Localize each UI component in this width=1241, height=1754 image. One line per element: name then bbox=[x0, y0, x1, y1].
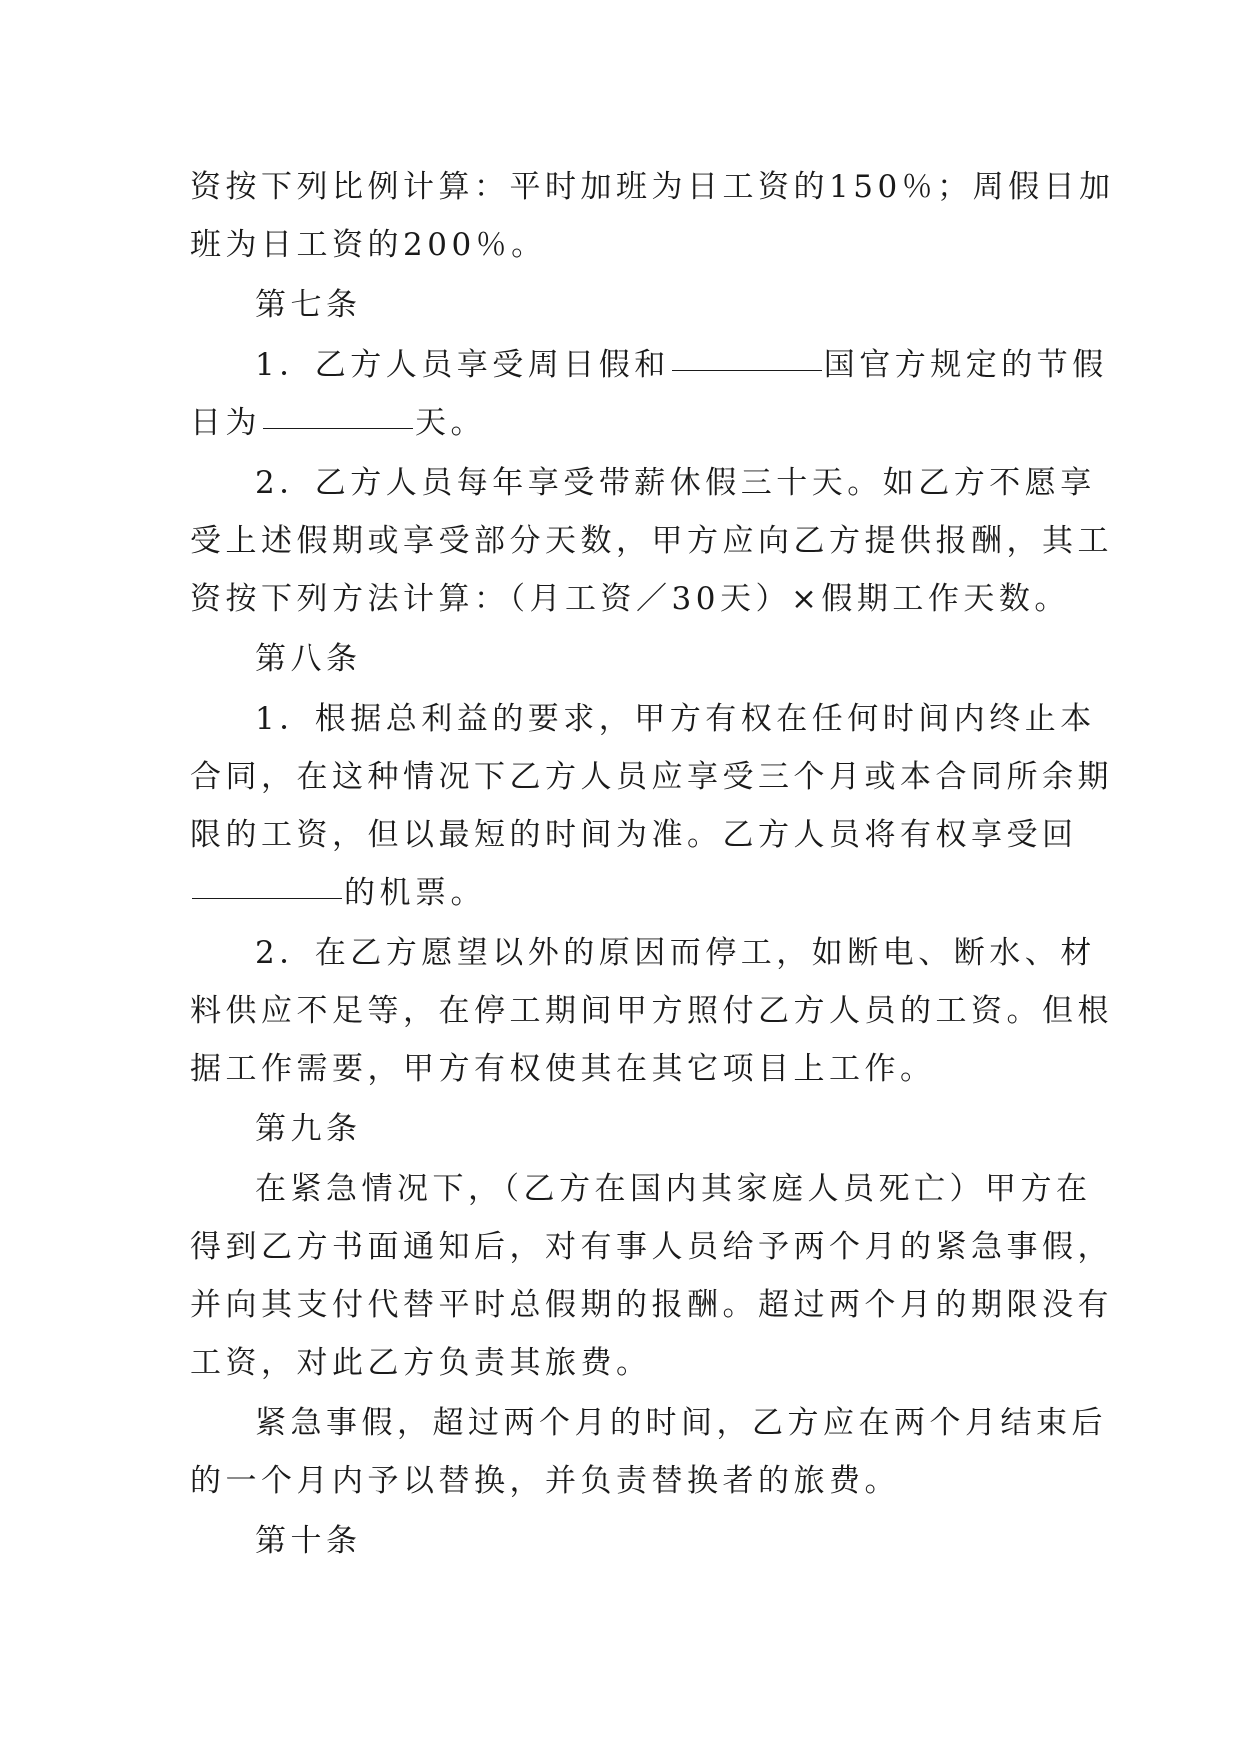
paragraph-line: 在紧急情况下，（乙方在国内其家庭人员死亡）甲方在 bbox=[255, 1171, 1092, 1207]
line-text: 1．乙方人员享受周日假和 bbox=[255, 347, 670, 383]
article-heading: 第九条 bbox=[255, 1111, 362, 1147]
paragraph-line: 限的工资，但以最短的时间为准。乙方人员将有权享受回 bbox=[190, 817, 1078, 853]
paragraph-line: 并向其支付代替平时总假期的报酬。超过两个月的期限没有 bbox=[190, 1287, 1113, 1323]
article-heading: 第十条 bbox=[255, 1523, 362, 1559]
paragraph-line: 得到乙方书面通知后，对有事人员给予两个月的紧急事假， bbox=[190, 1229, 1113, 1265]
paragraph-line: 紧急事假，超过两个月的时间，乙方应在两个月结束后 bbox=[255, 1405, 1107, 1441]
line-text: 日为 bbox=[190, 405, 261, 441]
article-heading: 第八条 bbox=[255, 641, 362, 677]
document-body bbox=[190, 158, 1115, 1570]
paragraph-line: 2．乙方人员每年享受带薪休假三十天。如乙方不愿享 bbox=[255, 465, 1096, 501]
paragraph-line: 2．在乙方愿望以外的原因而停工，如断电、断水、材 bbox=[255, 935, 1096, 971]
paragraph-line: 料供应不足等，在停工期间甲方照付乙方人员的工资。但根 bbox=[190, 993, 1113, 1029]
fill-in-blank bbox=[192, 878, 342, 899]
paragraph-line: 受上述假期或享受部分天数，甲方应向乙方提供报酬，其工 bbox=[190, 523, 1113, 559]
paragraph-line: 据工作需要，甲方有权使其在其它项目上工作。 bbox=[190, 1051, 936, 1087]
paragraph-line: 合同，在这种情况下乙方人员应享受三个月或本合同所余期 bbox=[190, 759, 1113, 795]
fill-in-blank bbox=[263, 408, 413, 429]
article-heading: 第七条 bbox=[255, 287, 362, 323]
paragraph-line: 班为日工资的200％。 bbox=[190, 227, 547, 263]
paragraph-line: 1．根据总利益的要求，甲方有权在任何时间内终止本 bbox=[255, 701, 1096, 737]
paragraph-line bbox=[190, 394, 1062, 452]
paragraph-line: 工资，对此乙方负责其旅费。 bbox=[190, 1345, 652, 1381]
paragraph-line: 资按下列比例计算：平时加班为日工资的150％；周假日加 bbox=[190, 169, 1115, 205]
paragraph-line: 的一个月内予以替换，并负责替换者的旅费。 bbox=[190, 1463, 900, 1499]
fill-in-blank bbox=[672, 350, 822, 371]
paragraph-line bbox=[190, 864, 1062, 922]
line-text: 国官方规定的节假 bbox=[823, 347, 1108, 383]
paragraph-line: 资按下列方法计算：（月工资／30天）×假期工作天数。 bbox=[190, 581, 1070, 617]
line-text: 天。 bbox=[415, 405, 486, 441]
paragraph-line bbox=[190, 336, 1108, 394]
line-text: 的机票。 bbox=[344, 875, 486, 911]
